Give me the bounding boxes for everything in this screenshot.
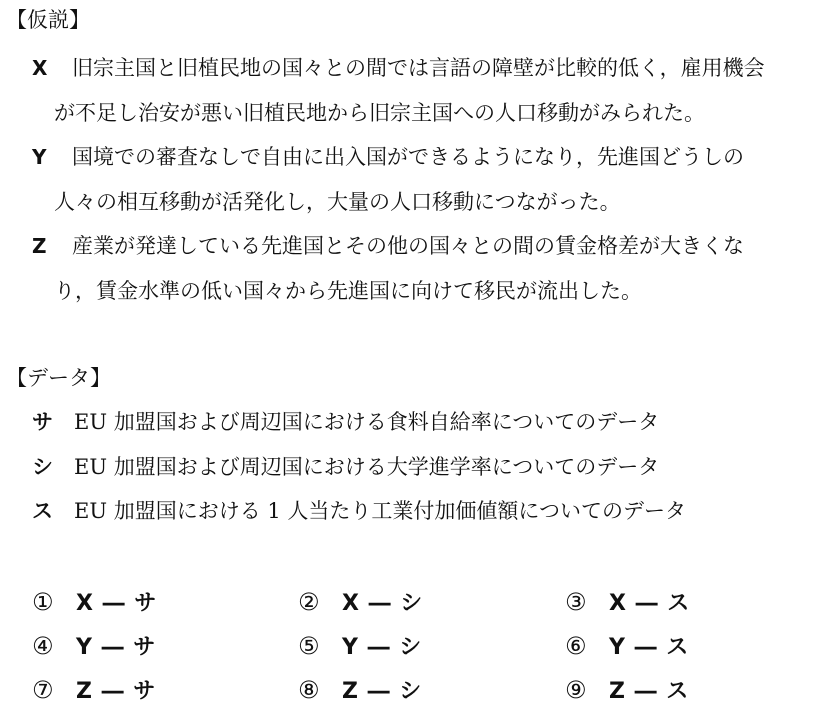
choice-9-pair: Z ― ス	[609, 679, 690, 704]
choice-6-number: ⑥	[565, 632, 587, 660]
choice-6[interactable]	[565, 630, 689, 662]
choice-4-pair: Y ― サ	[76, 635, 157, 660]
choice-3[interactable]	[565, 586, 690, 618]
choice-9[interactable]	[565, 674, 689, 706]
data-heading: 【データ】	[6, 366, 111, 390]
data-item-shi-text: EU 加盟国および周辺国における大学進学率についてのデータ	[74, 455, 660, 479]
data-item-su	[32, 495, 686, 527]
choice-2-number: ②	[298, 588, 320, 616]
choice-3-number: ③	[565, 588, 587, 616]
choice-1-pair: X ― サ	[76, 591, 158, 616]
choice-5-number: ⑤	[298, 632, 320, 660]
hypothesis-z-text1: 産業が発達している先進国とその他の国々との間の賃金格差が大きくな	[72, 234, 744, 258]
hypothesis-y-line2: 人々の相互移動が活発化し，大量の人口移動につながった。	[54, 190, 621, 214]
choice-7-number: ⑦	[32, 676, 54, 704]
hypothesis-y-line1	[32, 141, 744, 173]
hypothesis-x-line2: が不足し治安が悪い旧植民地から旧宗主国への人口移動がみられた。	[54, 101, 705, 125]
hypothesis-y-key: Y	[32, 145, 47, 169]
choice-4-number: ④	[32, 632, 54, 660]
choice-6-pair: Y ― ス	[609, 635, 690, 660]
choice-4[interactable]	[32, 630, 156, 662]
data-item-su-text: EU 加盟国における 1 人当たり工業付加価値額についてのデータ	[74, 499, 686, 523]
hypothesis-x-line1	[32, 52, 765, 84]
data-item-su-key: ス	[32, 499, 53, 523]
choice-8-pair: Z ― シ	[342, 679, 423, 704]
choice-9-number: ⑨	[565, 676, 587, 704]
choice-2[interactable]	[298, 586, 423, 618]
choice-8-number: ⑧	[298, 676, 320, 704]
hypothesis-x-text1: 旧宗主国と旧植民地の国々との間では言語の障壁が比較的低く，雇用機会	[72, 56, 765, 80]
choice-5[interactable]	[298, 630, 422, 662]
hypothesis-z-line2: り，賃金水準の低い国々から先進国に向けて移民が流出した。	[54, 279, 642, 303]
hypothesis-x-key: X	[32, 56, 48, 80]
choice-7-pair: Z ― サ	[76, 679, 157, 704]
data-item-shi-key: シ	[32, 455, 53, 479]
choice-8[interactable]	[298, 674, 422, 706]
choice-7[interactable]	[32, 674, 156, 706]
hypothesis-y-text1: 国境での審査なしで自由に出入国ができるようになり，先進国どうしの	[72, 145, 744, 169]
choice-3-pair: X ― ス	[609, 591, 691, 616]
data-item-sa-text: EU 加盟国および周辺国における食料自給率についてのデータ	[74, 410, 660, 434]
choice-1-number: ①	[32, 588, 54, 616]
hypothesis-z-key: Z	[32, 234, 47, 258]
choice-2-pair: X ― シ	[342, 591, 424, 616]
hypothesis-z-line1	[32, 230, 744, 262]
choice-5-pair: Y ― シ	[342, 635, 423, 660]
hypothesis-heading: 【仮説】	[6, 8, 90, 32]
data-item-sa-key: サ	[32, 410, 53, 434]
data-item-shi	[32, 451, 659, 483]
data-item-sa	[32, 406, 659, 438]
choice-1[interactable]	[32, 586, 157, 618]
